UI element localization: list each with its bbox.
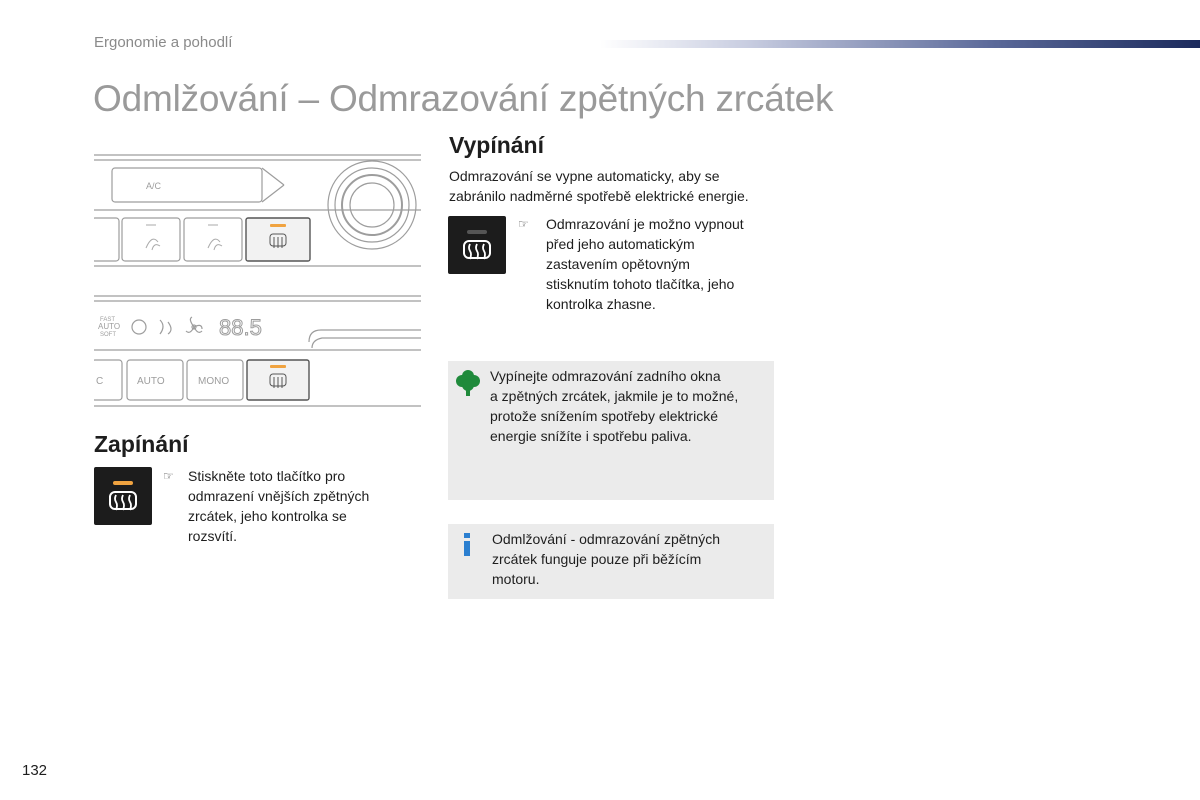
control-panel-illustration-top [94,152,421,270]
eco-tip-text: Vypínejte odmrazování zadního okna a zpětných zrcátek, jakmile je to možné, protože snížením spotřeby elektrické energie snížíte i spotřebu paliva. [490,368,739,444]
page-title: Odmlžování – Odmrazování zpětných zrcátek [93,78,834,119]
tree-icon [455,368,481,398]
zapinani-heading: Zapínání [94,431,189,457]
indicator-light [270,365,286,368]
mirror-defrost-button-icon [94,467,152,525]
panel-button-c: C [96,376,104,387]
info-tip-text: Odmlžování - odmrazování zpětných zrcátek funguje pouze při běžícím motoru. [492,531,720,587]
temperature-display: 88.5 [219,315,262,340]
control-panel-illustration-bottom [94,292,421,410]
info-icon [460,532,476,558]
page-number: 132 [22,762,48,779]
ac-label: A/C [146,181,162,191]
bullet-glyph: ☞ [163,469,174,483]
panel-button-mono: MONO [198,376,230,387]
indicator-light [270,224,286,227]
bullet-glyph: ☞ [518,217,529,231]
fast-label: FAST [100,317,116,323]
panel-button-auto: AUTO [137,376,165,387]
vypinani-intro: Odmrazování se vypne automaticky, aby se zabránilo nadměrné spotřebě elektrické energie. [449,168,749,204]
mirror-defrost-button-icon [448,216,506,274]
header-accent-bar [600,40,1200,48]
vypinani-heading: Vypínání [449,132,544,158]
zapinani-text: Stiskněte toto tlačítko pro odmrazení vnějších zpětných zrcátek, jeho kontrolka se rozsvítí. [188,468,370,544]
vypinani-text: Odmrazování je možno vypnout před jeho automatickým zastavením opětovným stisknutím tohoto tlačítka, jeho kontrolka zhasne. [546,216,744,312]
auto-label: AUTO [98,322,121,331]
soft-label: SOFT [100,332,116,338]
section-label: Ergonomie a pohodlí [94,34,233,51]
